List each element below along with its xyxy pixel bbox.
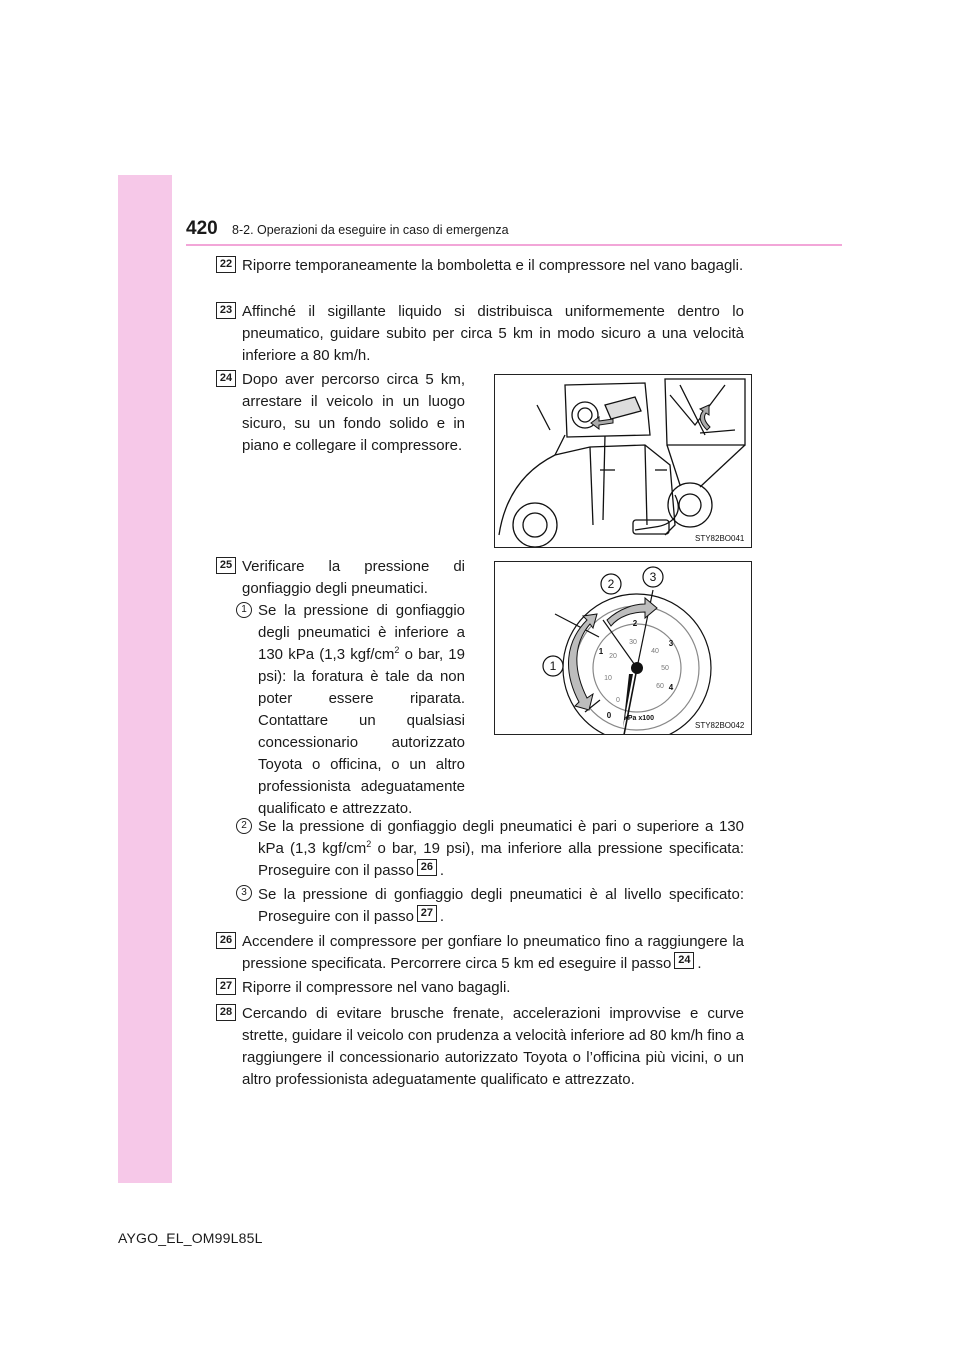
callout-3: 3 [649, 570, 657, 584]
gauge-outer-tick: 2 [632, 619, 638, 628]
page-number: 420 [186, 218, 218, 239]
step-reference-27[interactable]: 27 [417, 905, 437, 922]
step-number-26: 26 [216, 932, 236, 949]
pressure-gauge-illustration [495, 562, 751, 734]
gauge-outer-tick: 1 [598, 647, 604, 656]
gauge-outer-tick: 4 [668, 683, 674, 692]
step-text-25: Verificare la pressione di gonfiaggio degli pneumatici. [242, 558, 465, 597]
substep-text-2: Se la pressione di gonfiaggio degli pneumatici è pari o superiore a 130 kPa (1,3 kgf/$cm^2$ o bar, 19 psi), ma inferiore alla pressione specificata: Proseguire con il passo 26 . [258, 818, 744, 879]
gauge-unit-label: kPa x100 [624, 715, 654, 722]
gauge-inner-tick: 20 [609, 653, 617, 660]
substep-marker-3: 3 [236, 885, 252, 901]
substep-text-1: Se la pressione di gonfiaggio degli pneumatici è inferiore a 130 kPa (1,3 kgf/$cm^2$ o bar, 19 psi): la foratura è tale da non poter essere riparata. Contattare un qualsiasi concessionario autorizzato Toyota o officina, o un altro professionista adeguatamente qualificato e attrezzato. [258, 602, 465, 817]
step-number-28: 28 [216, 1004, 236, 1021]
header-rule [186, 244, 842, 246]
gauge-inner-tick: 0 [616, 697, 620, 704]
figure-code-2: STY82BO042 [695, 721, 745, 730]
callout-1: 1 [549, 659, 557, 673]
step-number-27: 27 [216, 978, 236, 995]
step-text-28: Cercando di evitare brusche frenate, accelerazioni improvvise e curve strette, guidare il veicolo con prudenza a velocità inferiore ad 80 km/h fino a raggiungere il concessionario autorizzato Toyota o l’officina più vicini, o un altro professionista adeguatamente qualificato e attrezzato. [242, 1005, 744, 1088]
step-number-24: 24 [216, 370, 236, 387]
figure-pressure-gauge [494, 561, 752, 735]
chapter-sidebar-tab [118, 175, 172, 1183]
figure-code-1: STY82BO041 [695, 534, 745, 543]
callout-2: 2 [607, 577, 615, 591]
document-code-footer: AYGO_EL_OM99L85L [118, 1230, 263, 1246]
step-number-22: 22 [216, 256, 236, 273]
gauge-inner-tick: 50 [661, 665, 669, 672]
gauge-inner-tick: 60 [656, 683, 664, 690]
step-number-25: 25 [216, 557, 236, 574]
substep-marker-1: 1 [236, 602, 252, 618]
gauge-outer-tick: 3 [668, 639, 674, 648]
step-text-24: Dopo aver percorso circa 5 km, arrestare il veicolo in un luogo sicuro, su un fondo solido e in piano e collegare il compressore. [242, 371, 465, 454]
substep-marker-2: 2 [236, 818, 252, 834]
substep-text-3: Se la pressione di gonfiaggio degli pneumatici è al livello specificato: Proseguire con il passo 27 . [258, 886, 744, 925]
car-compressor-illustration [495, 375, 751, 547]
step-text-27: Riporre il compressore nel vano bagagli. [242, 979, 511, 996]
step-reference-24[interactable]: 24 [674, 952, 694, 969]
gauge-inner-tick: 30 [629, 639, 637, 646]
gauge-outer-tick: 0 [606, 711, 612, 720]
step-text-23: Affinché il sigillante liquido si distribuisca uniformemente dentro lo pneumatico, guidare subito per circa 5 km in modo sicuro a una velocità inferiore a 80 km/h. [242, 303, 744, 364]
step-text-26: Accendere il compressore per gonfiare lo pneumatico fino a raggiungere la pressione specificata. Percorrere circa 5 km ed eseguire il passo 24 . [242, 933, 744, 972]
gauge-inner-tick: 10 [604, 675, 612, 682]
figure-car-compressor [494, 374, 752, 548]
step-text-22: Riporre temporaneamente la bomboletta e il compressore nel vano bagagli. [242, 257, 744, 274]
step-reference-26[interactable]: 26 [417, 859, 437, 876]
gauge-inner-tick: 40 [651, 648, 659, 655]
section-title: 8-2. Operazioni da eseguire in caso di emergenza [232, 223, 509, 237]
step-number-23: 23 [216, 302, 236, 319]
